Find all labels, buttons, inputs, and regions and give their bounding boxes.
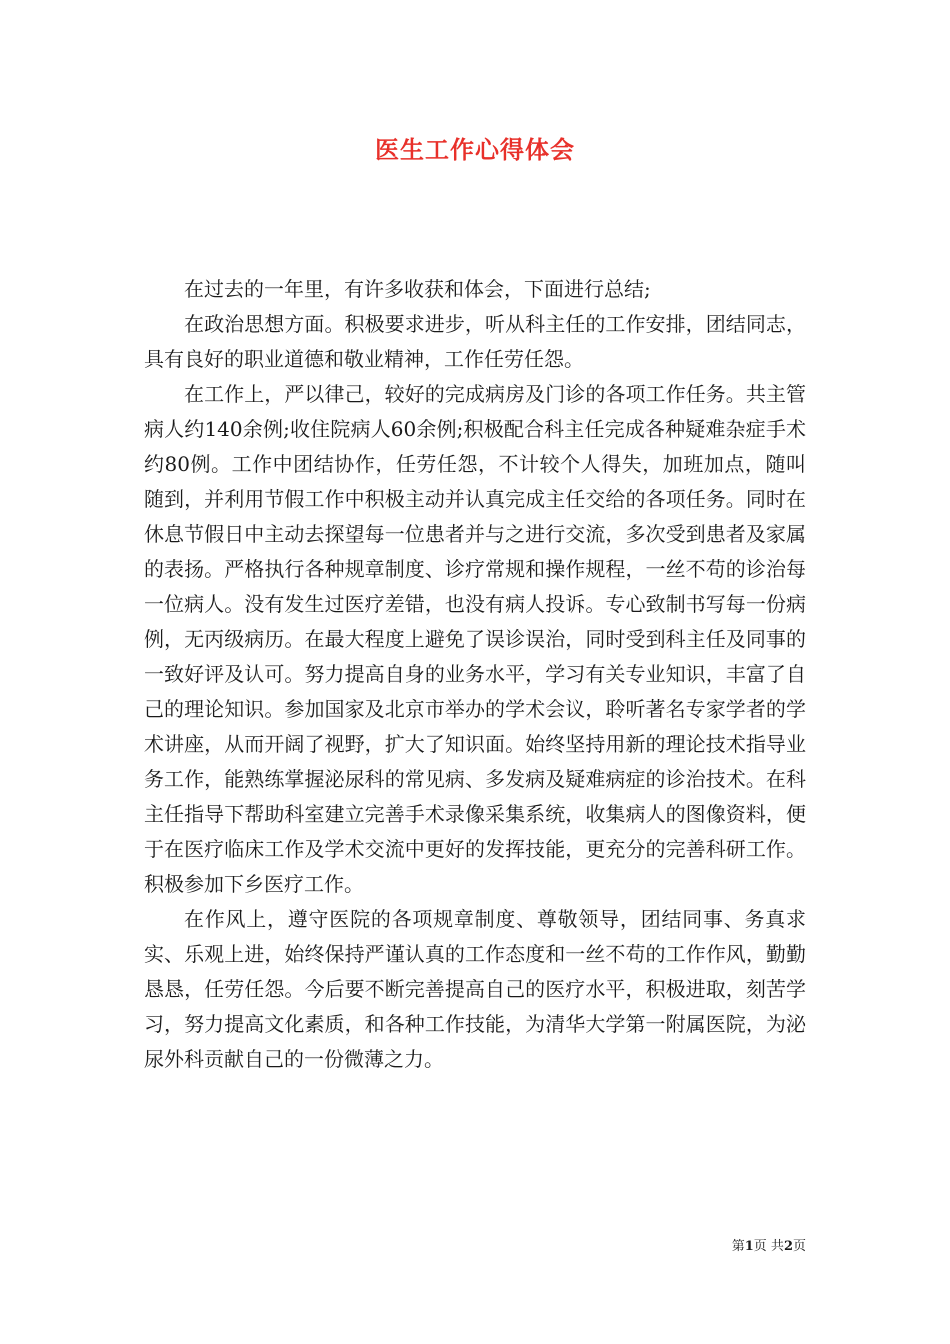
footer-middle: 页 共 <box>753 1239 784 1254</box>
footer-prefix: 第 <box>731 1239 745 1254</box>
footer-total-pages: 2 <box>783 1239 793 1254</box>
paragraph-intro: 在过去的一年里，有许多收获和体会，下面进行总结; <box>184 277 651 301</box>
footer-current-page: 1 <box>744 1239 754 1254</box>
paragraph-work: 在工作上，严以律己，较好的完成病房及门诊的各项工作任务。共主管病人约140余例;收住院病人60余例;积极配合科主任完成各种疑难杂症手术约80例。工作中团结协作，任劳任怨，不计较个人得失，加班加点，随叫随到，并利用节假工作中积极主动并认真完成主任交给的各项任务。同时在休息节假日中主动去探望每一位患者并与之进行交流，多次受到患者及家属的表扬。严格执行各种规章制度、诊疗常规和操作规程，一丝不苟的诊治每一位病人。没有发生过医疗差错，也没有病人投诉。专心致制书写每一份病例，无丙级病历。在最大程度上避免了误诊误治，同时受到科主任及同事的一致好评及认可。努力提高自身的业务水平，学习有关专业知识，丰富了自己的理论知识。参加国家及北京市举办的学术会议，聆听著名专家学者的学术讲座，从而开阔了视野，扩大了知识面。始终坚持用新的理论技术指导业务工作，能熟练掌握泌尿科的常见病、多发病及疑难病症的诊治技术。在科主任指导下帮助科室建立完善手术录像采集系统，收集病人的图像资料，便于在医疗临床工作及学术交流中更好的发挥技能，更充分的完善科研工作。积极参加下乡医疗工作。 <box>144 382 806 896</box>
paragraph-conduct: 在作风上，遵守医院的各项规章制度、尊敬领导，团结同事、务真求实、乐观上进，始终保持严谨认真的工作态度和一丝不苟的工作作风，勤勤恳恳，任劳任怨。今后要不断完善提高自己的医疗水平，积极进取，刻苦学习，努力提高文化素质，和各种工作技能，为清华大学第一附属医院，为泌尿外科贡献自己的一份微薄之力。 <box>144 907 806 1071</box>
document-title: 医生工作心得体会 <box>375 135 575 164</box>
footer-suffix: 页 <box>792 1239 806 1254</box>
page-number-footer <box>732 1238 806 1256</box>
document-body <box>144 272 806 1077</box>
paragraph-politics: 在政治思想方面。积极要求进步，听从科主任的工作安排，团结同志，具有良好的职业道德和敬业精神，工作任劳任怨。 <box>144 312 806 371</box>
